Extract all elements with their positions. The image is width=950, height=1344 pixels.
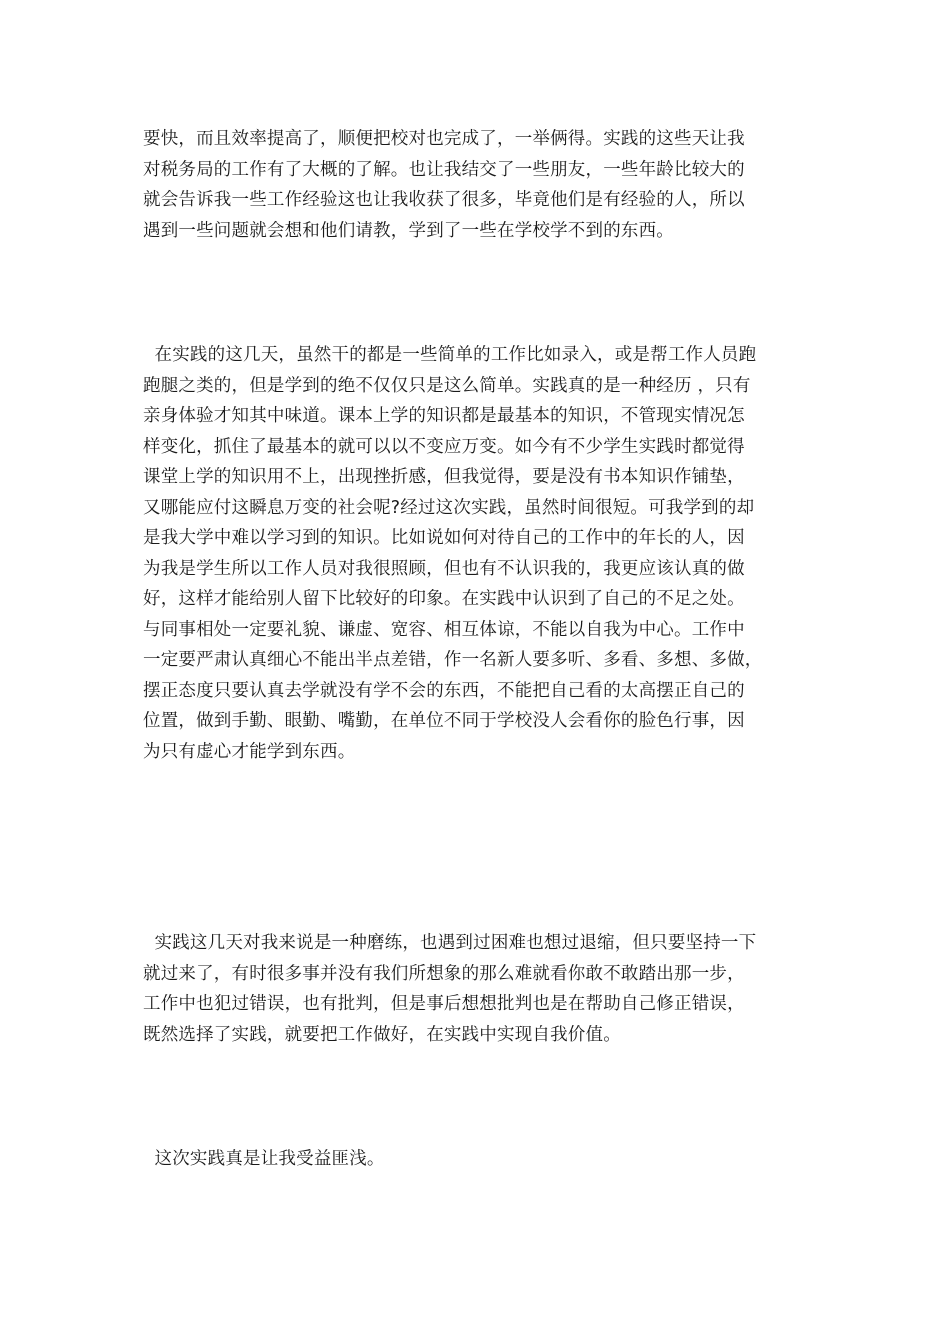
text-line: 工作中也犯过错误，也有批判，但是事后想想批判也是在帮助自己修正错误， bbox=[143, 994, 745, 1014]
text-line: 就会告诉我一些工作经验这也让我收获了很多，毕竟他们是有经验的人，所以 bbox=[143, 190, 745, 210]
paragraph-2 bbox=[143, 340, 805, 767]
text-line: 样变化，抓住了最基本的就可以以不变应万变。如今有不少学生实践时都觉得 bbox=[143, 436, 745, 457]
text-line: 位置，做到手勤、眼勤、嘴勤，在单位不同于学校没人会看你的脸色行事，因 bbox=[143, 711, 745, 731]
text-line: 课堂上学的知识用不上，出现挫折感，但我觉得，要是没有书本知识作铺垫， bbox=[143, 467, 745, 487]
text-line: 就过来了，有时很多事并没有我们所想象的那么难就看你敢不敢踏出那一步， bbox=[143, 963, 745, 984]
paragraph-4 bbox=[143, 1144, 805, 1175]
text-line: 摆正态度只要认真去学就没有学不会的东西，不能把自己看的太高摆正自己的 bbox=[143, 680, 745, 701]
paragraph-3 bbox=[143, 928, 805, 1050]
text-line: 这次实践真是让我受益匪浅。 bbox=[143, 1149, 385, 1169]
text-line: 好，这样才能给别人留下比较好的印象。在实践中认识到了自己的不足之处。 bbox=[143, 589, 745, 609]
text-line: 为我是学生所以工作人员对我很照顾，但也有不认识我的，我更应该认真的做 bbox=[143, 558, 745, 579]
text-line: 亲身体验才知其中味道。课本上学的知识都是最基本的知识，不管现实情况怎 bbox=[143, 406, 745, 426]
text-line: 遇到一些问题就会想和他们请教，学到了一些在学校学不到的东西。 bbox=[143, 220, 674, 241]
text-line: 既然选择了实践，就要把工作做好，在实践中实现自我价值。 bbox=[143, 1024, 621, 1045]
text-line: 又哪能应付这瞬息万变的社会呢?经过这次实践，虽然时间很短。可我学到的却 bbox=[143, 497, 755, 518]
text-line: 一定要严肃认真细心不能出半点差错，作一名新人要多听、多看、多想、多做， bbox=[143, 650, 763, 670]
text-line: 在实践的这几天，虽然干的都是一些简单的工作比如录入，或是帮工作人员跑 bbox=[143, 345, 757, 365]
text-line: 是我大学中难以学习到的知识。比如说如何对待自己的工作中的年长的人，因 bbox=[143, 528, 745, 548]
text-line: 为只有虚心才能学到东西。 bbox=[143, 741, 356, 762]
paragraph-1 bbox=[143, 124, 805, 246]
text-line: 对税务局的工作有了大概的了解。也让我结交了一些朋友，一些年龄比较大的 bbox=[143, 159, 745, 180]
text-line: 实践这几天对我来说是一种磨练，也遇到过困难也想过退缩，但只要坚持一下 bbox=[143, 933, 757, 953]
text-line: 跑腿之类的，但是学到的绝不仅仅只是这么简单。实践真的是一种经历 ，只有 bbox=[143, 375, 751, 396]
text-line: 与同事相处一定要礼貌、谦虚、宽容、相互体谅，不能以自我为中心。工作中 bbox=[143, 619, 745, 640]
text-line: 要快，而且效率提高了，顺便把校对也完成了，一举俩得。实践的这些天让我 bbox=[143, 129, 745, 149]
